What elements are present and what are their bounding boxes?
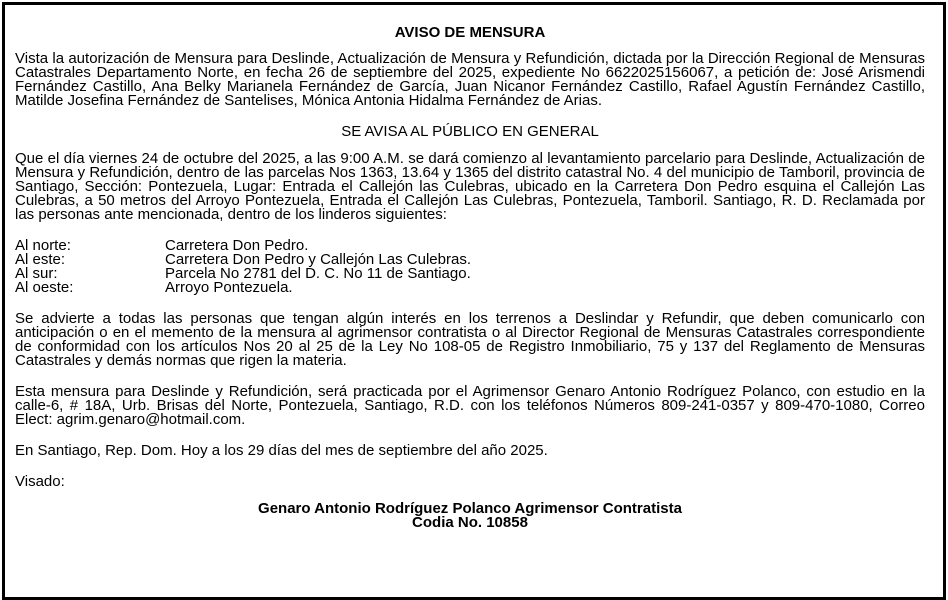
warning-paragraph: Se advierte a todas las personas que tengan algún interés en los terrenos a Deslindar y Refundir, que deben comunicarlo con anticipación o en el memento de la mensura al agrimensor contratista o al Director Regional de Mensuras Catastrales correspondiente de conformidad con los artículos Nos 20 al 25 de la Ley No 108-05 de Registro Inmobiliario, 75 y 137 del Reglamento de Mensuras Catastrales y demás normas que rigen la materia. <box>15 310 925 369</box>
announcement-heading: SE AVISA AL PÚBLICO EN GENERAL <box>341 123 599 140</box>
signature-name: Genaro Antonio Rodríguez Polanco Agrimensor Contratista <box>258 500 682 517</box>
boundary-south <box>15 267 925 281</box>
boundary-value: Parcela No 2781 del D. C. No 11 de Santiago. <box>165 265 471 282</box>
place-date: En Santiago, Rep. Dom. Hoy a los 29 días del mes de septiembre del año 2025. <box>15 442 548 459</box>
boundary-label: Al oeste: <box>15 279 74 296</box>
boundary-label: Al norte: <box>15 237 71 254</box>
signature-block <box>15 502 925 530</box>
intro-paragraph: Vista la autorización de Mensura para Deslinde, Actualización de Mensura y Refundición, dictada por la Dirección Regional de Mensuras Catastrales Departamento Norte, en fecha 26 de septiembre del 2025, expediente No 6622025156067, a petición de: José Arismendi Fernández Castillo, Ana Belky Marianela Fernández de García, Juan Nicanor Fernández Castillo, Rafael Agustín Fernández Castillo, Matilde Josefina Fernández de Santelises, Mónica Antonia Hidalma Fernández de Arias. <box>15 50 925 109</box>
boundary-value: Arroyo Pontezuela. <box>165 279 293 296</box>
boundary-label: Al este: <box>15 251 66 268</box>
signature-codia: Codia No. 10858 <box>412 514 528 531</box>
boundary-value: Carretera Don Pedro y Callejón Las Culebras. <box>165 251 471 268</box>
surveyor-paragraph: Esta mensura para Deslinde y Refundición, será practicada por el Agrimensor Genaro Antonio Rodríguez Polanco, con estudio en la calle-6, # 18A, Urb. Brisas del Norte, Pontezuela, Santiago, R.D. con los teléfonos Números 809-241-0357 y 809-470-1080, Correo Elect: agrim.genaro@hotmail.com. <box>15 383 925 428</box>
notice-body <box>15 26 925 530</box>
boundary-value: Carretera Don Pedro. <box>165 237 309 254</box>
visado-label: Visado: <box>15 473 65 490</box>
boundary-label: Al sur: <box>15 265 58 282</box>
boundaries-list <box>15 239 925 295</box>
notice-title: AVISO DE MENSURA <box>394 24 546 41</box>
details-paragraph: Que el día viernes 24 de octubre del 2025, a las 9:00 A.M. se dará comienzo al levantamiento parcelario para Deslinde, Actualización de Mensura y Refundición, dentro de las parcelas Nos 1363, 13.64 y 1365 del distrito catastral No. 4 del municipio de Tamboril, provincia de Santiago, Sección: Pontezuela, Lugar: Entrada el Callejón las Culebras, ubicado en la Carretera Don Pedro esquina el Callejón Las Culebras, a 50 metros del Arroyo Pontezuela, Entrada el Callejón Las Culebras, Pontezuela, Tamboril. Santiago, R. D. Reclamada por las personas ante mencionada, dentro de los linderos siguientes: <box>15 150 925 223</box>
boundary-west <box>15 281 925 295</box>
